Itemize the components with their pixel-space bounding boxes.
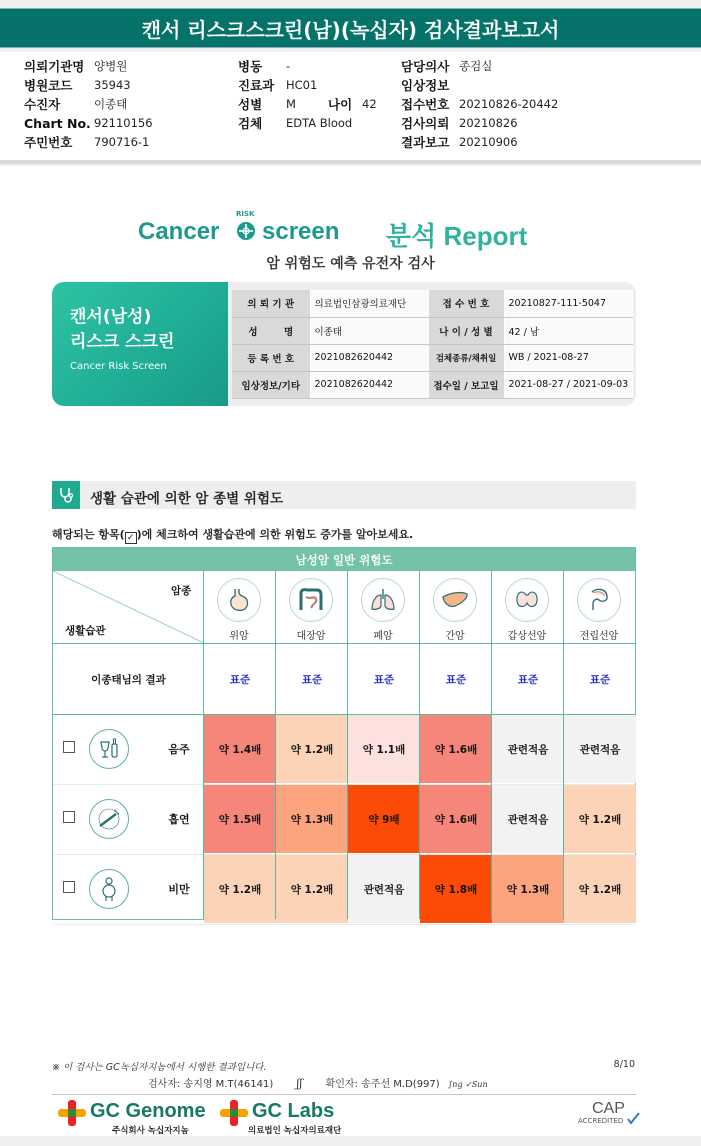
risk-cell: 약 1.3배 [492, 855, 564, 923]
gc-cross-icon [58, 1100, 86, 1126]
card-label: 접수일 / 보고일 [428, 371, 504, 398]
colon-icon [289, 578, 333, 622]
card-label: 임상정보/기타 [232, 371, 310, 398]
grid-line [491, 571, 492, 919]
liver-icon [433, 578, 477, 622]
info-label: 나이 [328, 96, 353, 112]
cancer-label: 위암 [229, 631, 249, 642]
info-label: 임상정보 [401, 77, 450, 93]
cap-sub: ACCREDITED [578, 1117, 624, 1125]
info-label: 검사의뢰 [401, 116, 450, 132]
examiner-line [148, 1075, 493, 1090]
card-value: 42 / 남 [504, 317, 633, 344]
risk-cell: 약 1.3배 [276, 785, 348, 853]
risk-cell: 약 1.4배 [204, 715, 276, 783]
info-value: 20210906 [459, 135, 518, 150]
table-row [232, 290, 633, 317]
card-value: 의료법인삼광의료재단 [310, 290, 428, 317]
thyroid-icon [505, 578, 549, 622]
instruction-suffix: )에 체크하여 생활습관에 의한 위험도 증가를 알아보세요. [136, 528, 414, 541]
obesity-icon [89, 869, 129, 909]
risk-cell: 약 1.2배 [564, 855, 636, 923]
logo-gc-labs-sub: 의료법인 녹십자의료재단 [248, 1126, 342, 1136]
grid-line [53, 924, 635, 925]
corner-cancer-label: 암종 [171, 585, 192, 597]
grid-line [275, 571, 276, 919]
risk-cell: 관련적음 [564, 715, 636, 783]
confirmer: 확인자: 송주선 M.D(997) [325, 1079, 440, 1090]
checkbox-sample-icon: ✓ [125, 532, 137, 544]
info-label: 병동 [238, 58, 263, 74]
brand-screen: screen [262, 218, 340, 245]
risk-target-icon [236, 221, 256, 241]
info-value: 종검실 [459, 58, 493, 73]
card-value: 2021082620442 [310, 371, 428, 398]
habit-label: 흡연 [168, 813, 190, 826]
brand-risk: RISK [236, 210, 255, 218]
info-label: 검체 [238, 116, 263, 132]
info-value: - [286, 58, 291, 73]
brand-cancer: Cancer [138, 218, 220, 245]
info-value: 790716-1 [94, 135, 150, 150]
risk-cell: 약 1.1배 [348, 715, 420, 783]
stethoscope-icon [52, 481, 80, 509]
info-label: 접수번호 [401, 96, 450, 112]
stomach-icon [217, 578, 261, 622]
gc-cross-icon [220, 1100, 248, 1126]
info-value: 35943 [94, 77, 131, 92]
cancer-label: 폐암 [373, 631, 393, 642]
info-value: 20210826-20442 [459, 96, 559, 111]
result-standard: 표준 [589, 673, 611, 686]
cap-accredited-logo [576, 1100, 640, 1130]
page-subtitle: 암 위험도 예측 유전자 검사 [266, 256, 435, 272]
risk-cell: 약 1.2배 [276, 855, 348, 923]
card-value: WB / 2021-08-27 [504, 344, 633, 371]
info-value: M [286, 96, 296, 111]
examiner-signature: ʃʃ [296, 1077, 303, 1090]
info-label: 결과보고 [401, 135, 450, 151]
habit-checkbox[interactable] [63, 741, 75, 753]
examiner: 검사자: 송지영 M.T(46141) [148, 1079, 274, 1090]
footer-note: ※ 이 검사는 GC녹십자지놈에서 시행한 결과입니다. [52, 1062, 267, 1073]
info-label: 주민번호 [24, 135, 73, 151]
grid-line [53, 643, 635, 644]
info-value: 양병원 [94, 58, 128, 73]
info-value: 92110156 [94, 116, 153, 131]
habit-checkbox[interactable] [63, 881, 75, 893]
brand-logo [138, 212, 568, 252]
info-value: 42 [362, 96, 377, 111]
info-column-1 [24, 56, 153, 152]
patient-info [0, 52, 701, 160]
habit-label: 음주 [168, 743, 190, 756]
info-column-3 [401, 56, 558, 152]
alcohol-icon [89, 729, 129, 769]
card-label: 의 뢰 기 관 [232, 290, 310, 317]
habit-checkbox[interactable] [63, 811, 75, 823]
divider [52, 1094, 636, 1095]
risk-cell: 약 1.6배 [420, 715, 492, 783]
grid-line [347, 571, 348, 919]
habit-row-2 [53, 855, 203, 923]
card-label: 등 록 번 호 [232, 344, 310, 371]
section-header [52, 481, 636, 509]
info-label: Chart No. [24, 115, 91, 131]
card-info-table [232, 290, 633, 399]
card-label: 접 수 번 호 [428, 290, 504, 317]
report-page [0, 166, 701, 1136]
risk-cell: 약 1.5배 [204, 785, 276, 853]
card-title-line-2: 리스크 스크린 [70, 332, 175, 352]
result-row-label: 이종태님의 결과 [91, 673, 166, 686]
table-row [232, 344, 633, 371]
info-label: 진료과 [238, 77, 275, 93]
risk-cell: 약 1.2배 [204, 855, 276, 923]
habit-row-0 [53, 715, 203, 783]
info-value: 이종태 [94, 96, 128, 111]
grid-line [419, 571, 420, 919]
info-label: 성별 [238, 96, 263, 112]
info-value: EDTA Blood [286, 116, 353, 131]
instruction-prefix: 해당되는 항목( [52, 528, 125, 541]
risk-cell: 약 1.6배 [420, 785, 492, 853]
card-label: 나 이 / 성 별 [428, 317, 504, 344]
prostate-icon [577, 578, 621, 622]
risk-grid [52, 547, 636, 920]
instruction-text [52, 526, 413, 544]
cancer-label: 갑상선암 [507, 631, 547, 642]
risk-cell: 관련적음 [492, 785, 564, 853]
grid-line [203, 571, 204, 919]
info-label: 병원코드 [24, 77, 73, 93]
page-number: 8/10 [613, 1059, 635, 1070]
card-value: 이종태 [310, 317, 428, 344]
report-title: 캔서 리스크스크린(남)(녹십자) 검사결과보고서 [0, 8, 701, 48]
cancer-label: 전립선암 [579, 631, 619, 642]
risk-cell: 약 1.2배 [564, 785, 636, 853]
result-standard: 표준 [445, 673, 467, 686]
logo-gc-genome: GC Genome [90, 1100, 206, 1122]
risk-cell: 약 1.2배 [276, 715, 348, 783]
card-title-line-1: 캔서(남성) [70, 307, 152, 327]
logo-gc-labs: GC Labs [252, 1100, 335, 1122]
info-label: 담당의사 [401, 58, 450, 74]
confirmer-signature: ∫ng ✓Sun [448, 1080, 488, 1089]
risk-cell: 관련적음 [348, 855, 420, 923]
card-title-panel [52, 282, 228, 406]
info-label: 의뢰기관명 [24, 58, 85, 74]
lung-icon [361, 578, 405, 622]
card-title-english: Cancer Risk Screen [70, 361, 167, 372]
logo-gc-genome-sub: 주식회사 녹십자지놈 [112, 1126, 189, 1136]
table-row [232, 371, 633, 398]
card-label: 성 명 [232, 317, 310, 344]
result-standard: 표준 [301, 673, 323, 686]
risk-cell: 약 9배 [348, 785, 420, 853]
card-value: 2021-08-27 / 2021-09-03 [504, 371, 633, 398]
info-column-2 [238, 56, 377, 133]
result-standard: 표준 [229, 673, 251, 686]
grid-line [563, 571, 564, 919]
info-value: 20210826 [459, 116, 518, 131]
habit-label: 비만 [168, 883, 190, 896]
brand-report: 분석 Report [386, 221, 528, 251]
habit-row-1 [53, 785, 203, 853]
card-value: 20210827-111-5047 [504, 290, 633, 317]
grid-header: 남성암 일반 위험도 [53, 548, 635, 571]
info-value: HC01 [286, 77, 318, 92]
result-standard: 표준 [373, 673, 395, 686]
risk-cell: 약 1.8배 [420, 855, 492, 923]
cap-text: CAP [592, 1100, 625, 1117]
cancer-label: 대장암 [296, 631, 326, 642]
table-row [232, 317, 633, 344]
card-value: 2021082620442 [310, 344, 428, 371]
divider [0, 160, 701, 164]
cancer-label: 간암 [445, 631, 465, 642]
smoking-icon [89, 799, 129, 839]
card-label: 검체종류/채취일 [428, 344, 504, 371]
section-title: 생활 습관에 의한 암 종별 위험도 [90, 491, 284, 507]
risk-cell: 관련적음 [492, 715, 564, 783]
result-standard: 표준 [517, 673, 539, 686]
summary-card [52, 282, 636, 406]
info-label: 수진자 [24, 96, 61, 112]
corner-habit-label: 생활습관 [65, 625, 106, 637]
checkmark-icon [626, 1112, 640, 1126]
